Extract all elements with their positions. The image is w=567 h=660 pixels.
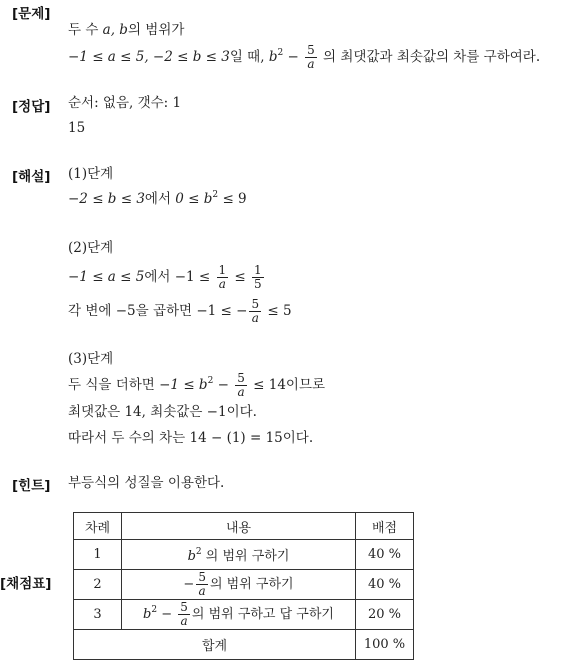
step1-title: (1)단계	[68, 166, 114, 182]
total-label: 합계	[74, 630, 356, 660]
step3-line-2: 최댓값은 14, 최솟값은 −1이다.	[68, 404, 257, 420]
row-score: 40 %	[356, 570, 414, 600]
problem-line-2: −1 ≤ a ≤ 5, −2 ≤ b ≤ 3일 때, $b^2$ − $\frac{5}{a}$ 의 최댓값과 최솟값의 차를 구하여라.	[68, 43, 541, 71]
hint-label: [힌트]	[12, 478, 51, 494]
answer-value: 15	[68, 120, 86, 136]
problem-text: 일 때,	[229, 49, 269, 65]
row-no: 1	[74, 540, 122, 570]
solution-label: [해설]	[12, 169, 51, 185]
problem-b: b	[268, 49, 278, 65]
row-no: 2	[74, 570, 122, 600]
grading-table	[73, 512, 414, 660]
step2-fraction-3: $\frac{5}{a}$	[251, 297, 260, 325]
problem-text: 의 범위가	[127, 22, 185, 38]
step3-line-1: 두 식을 더하면 $-1 \le b^2$ − $\frac{5}{a}$ ≤ 14이므로	[68, 371, 326, 399]
step2-title: (2)단계	[68, 240, 114, 256]
problem-inequality: −1 ≤ a ≤ 5, −2 ≤ b ≤ 3	[68, 49, 230, 65]
row-score: 40 %	[356, 540, 414, 570]
step3-line-3: 따라서 두 수의 차는 14 − (1) = 15이다.	[68, 430, 314, 446]
row-content: $b^2$ 의 범위 구하기	[122, 540, 356, 570]
table-row	[74, 600, 414, 630]
row-no: 3	[74, 600, 122, 630]
table-row	[74, 540, 414, 570]
problem-line-1	[68, 20, 184, 40]
problem-minus: −	[283, 49, 304, 65]
problem-vars: a, b	[102, 22, 128, 38]
grading-label: [채점표]	[0, 576, 52, 592]
table-row	[74, 570, 414, 600]
hint-text: 부등식의 성질을 이용한다.	[68, 475, 225, 491]
step2-line-2: 각 변에 −5을 곱하면 −1 ≤ − $\frac{5}{a}$ ≤ 5	[68, 297, 292, 325]
step3-title: (3)단계	[68, 351, 114, 367]
row-score: 20 %	[356, 600, 414, 630]
answer-label: [정답]	[12, 99, 51, 115]
header-content: 내용	[122, 513, 356, 540]
problem-text: 의 최댓값과 최솟값의 차를 구하여라.	[318, 49, 541, 65]
row-content: − $\frac{5}{a}$ 의 범위 구하기	[122, 570, 356, 600]
step2-fraction-1: $\frac{1}{a}$	[218, 263, 227, 291]
total-score: 100 %	[356, 630, 414, 660]
problem-fraction: $\frac{5}{a}$	[307, 43, 315, 71]
step3-fraction: $\frac{5}{a}$	[237, 371, 245, 399]
step1-line: −2 ≤ b ≤ 3에서 $0 \le b^2 \le 9$	[68, 190, 247, 207]
header-order: 차례	[74, 513, 122, 540]
header-score: 배점	[356, 513, 414, 540]
table-header-row	[74, 513, 414, 540]
row-content: $b^2$ − $\frac{5}{a}$ 의 범위 구하고 답 구하기	[122, 600, 356, 630]
step2-line-1: −1 ≤ a ≤ 5에서 −1 ≤ $\frac{1}{a}$ ≤ $\frac{1}{5}$	[68, 263, 262, 291]
answer-meta: 순서: 없음, 갯수: 1	[68, 95, 182, 111]
table-total-row	[74, 630, 414, 660]
problem-text: 두 수	[68, 22, 103, 38]
step2-fraction-2: $\frac{1}{5}$	[254, 263, 262, 291]
problem-label: [문제]	[12, 6, 51, 22]
